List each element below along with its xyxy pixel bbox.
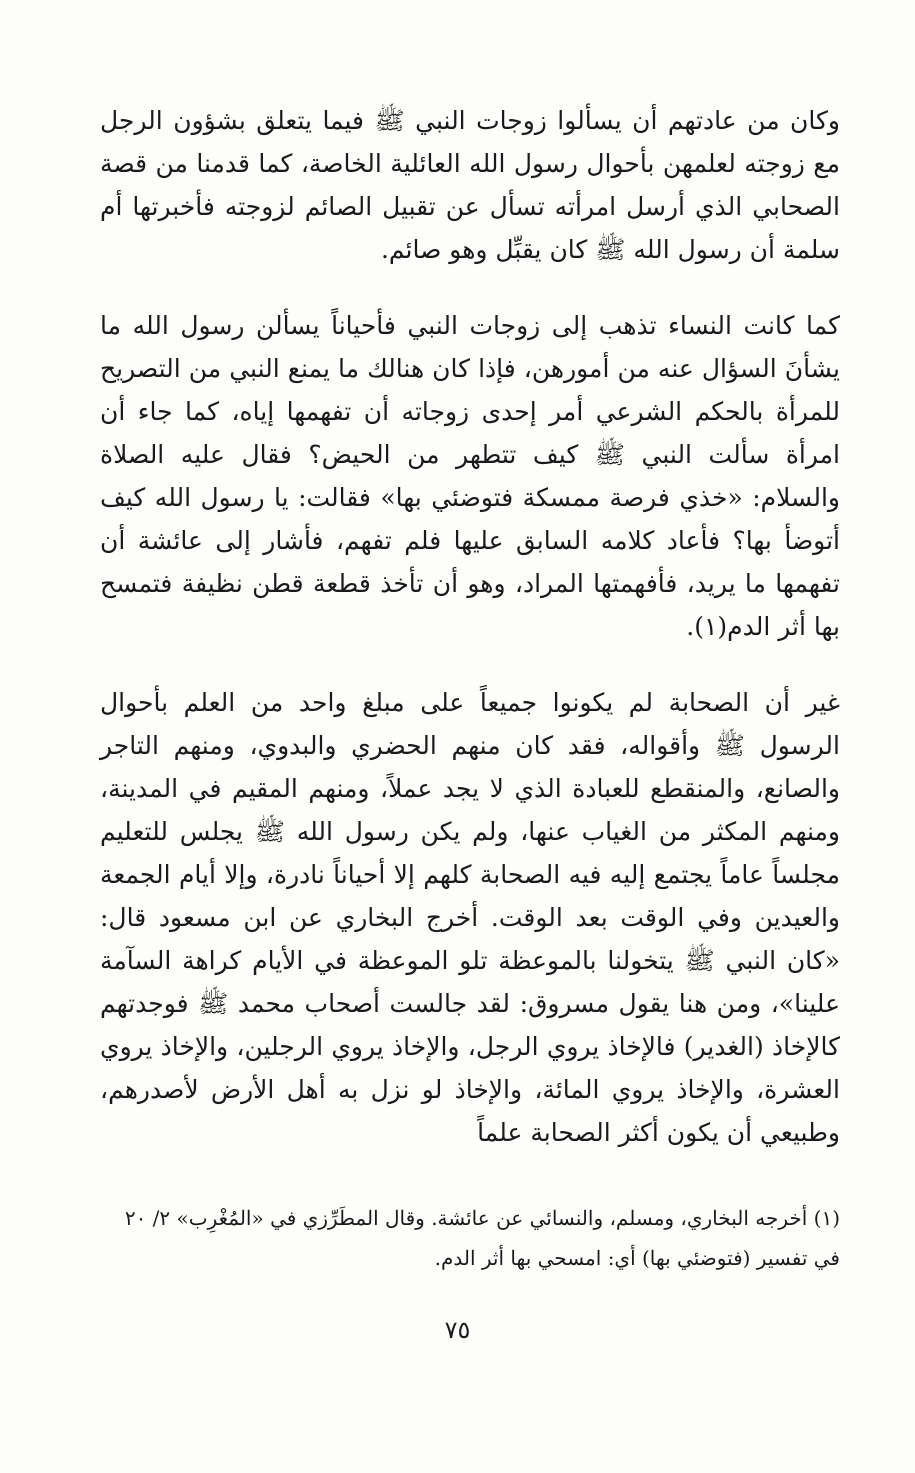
page-number: ٧٥ <box>444 1316 471 1344</box>
footnote-line-1: (١) أخرجه البخاري، ومسلم، والنسائي عن عائشة. وقال المطَرِّزي في «المُغْرِب» ٢/ ٢٠ <box>124 1206 840 1230</box>
footnote <box>100 1198 840 1278</box>
body-paragraph-1: وكان من عادتهم أن يسألوا زوجات النبي ﷺ فيما يتعلق بشؤون الرجل مع زوجته لعلمهن بأحوال رسول الله العائلية الخاصة، كما قدمنا من قصة الصحابي الذي أرسل امرأته تسأل عن تقبيل الصائم لزوجته فأخبرتها أم سلمة أن رسول الله ﷺ كان يقبِّل وهو صائم. <box>100 106 840 264</box>
footnote-line-2: في تفسير (فتوضئي بها) أي: امسحي بها أثر الدم. <box>434 1246 840 1270</box>
body-paragraph-3: غير أن الصحابة لم يكونوا جميعاً على مبلغ واحد من العلم بأحوال الرسول ﷺ وأقواله، فقد كان منهم الحضري والبدوي، ومنهم التاجر والصانع، والمنقطع للعبادة الذي لا يجد عملاً، ومنهم المقيم في المدينة، ومنهم المكثر من الغياب عنها، ولم يكن رسول الله ﷺ يجلس للتعليم مجلساً عاماً يجتمع إليه فيه الصحابة كلهم إلا أحياناً نادرة، وإلا أيام الجمعة والعيدين وفي الوقت بعد الوقت. أخرج البخاري عن ابن مسعود قال: «كان النبي ﷺ يتخولنا بالموعظة تلو الموعظة في الأيام كراهة السآمة علينا»، ومن هنا يقول مسروق: لقد جالست أصحاب محمد ﷺ فوجدتهم كالإخاذ (الغدير) فالإخاذ يروي الرجل، والإخاذ يروي الرجلين، والإخاذ يروي العشرة، والإخاذ يروي المائة، والإخاذ لو نزل به أهل الأرض لأصدرهم، وطبيعي أن يكون أكثر الصحابة علماً <box>100 688 840 1147</box>
body-paragraph-2: كما كانت النساء تذهب إلى زوجات النبي فأحياناً يسألن رسول الله ما يشأنَ السؤال عنه من أمورهن، فإذا كان هنالك ما يمنع النبي من التصريح للمرأة بالحكم الشرعي أمر إحدى زوجاته أن تفهمها إياه، كما جاء أن امرأة سألت النبي ﷺ كيف تتطهر من الحيض؟ فقال عليه الصلاة والسلام: «خذي فرصة ممسكة فتوضئي بها» فقالت: يا رسول الله كيف أتوضأ بها؟ فأعاد كلامه السابق عليها فلم تفهم، فأشار إلى عائشة أن تفهمها ما يريد، فأفهمتها المراد، وهو أن تأخذ قطعة قطن نظيفة فتمسح بها أثر الدم(١). <box>100 311 840 641</box>
